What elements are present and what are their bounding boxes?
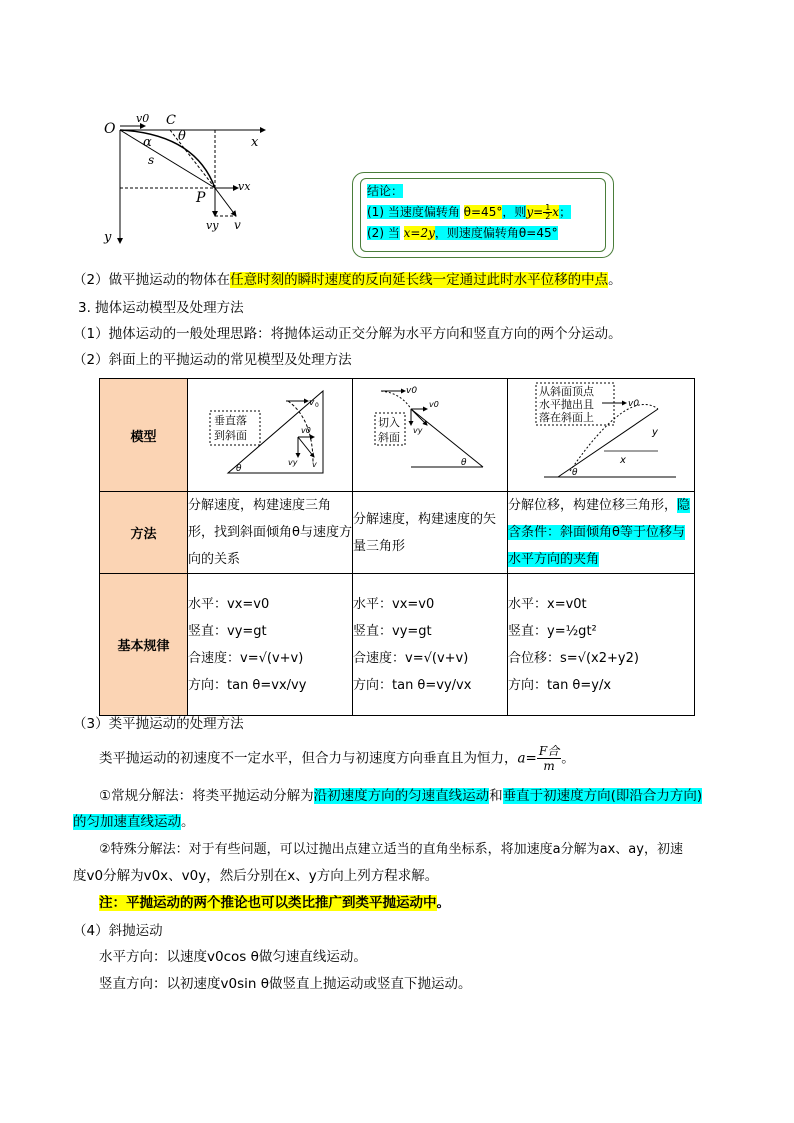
svg-text:v0: v0 — [406, 386, 418, 396]
section-3-title: 3. 抛体运动模型及处理方法 — [78, 300, 244, 316]
svg-text:落在斜面上: 落在斜面上 — [539, 411, 594, 424]
svg-text:v: v — [309, 398, 315, 408]
para-midpoint-inference: （2）做平抛运动的物体在任意时刻的瞬时速度的反向延长线一定通过此时水平位移的中点。 — [73, 272, 622, 288]
model-table — [99, 378, 695, 716]
model-diagram-2 — [353, 379, 507, 487]
item-3-note: 注：平抛运动的两个推论也可以类比推广到类平抛运动中。 — [99, 895, 450, 911]
item-3-para-2a: ①常规分解法：将类平抛运动分解为沿初速度方向的匀速直线运动和垂直于初速度方向(即沿合力方向) — [99, 788, 703, 804]
model-diagram-2-cell — [353, 379, 508, 492]
item-3-para-3b: 度v0分解为v0x、v0y，然后分别在x、y方向上列方程求解。 — [73, 868, 439, 884]
svg-text:θ: θ — [461, 458, 467, 468]
item-2: （2）斜面上的平抛运动的常见模型及处理方法 — [73, 352, 352, 368]
svg-text:x: x — [620, 455, 626, 466]
svg-text:切入: 切入 — [378, 416, 400, 429]
label-alpha: α — [143, 135, 152, 150]
svg-text:v0: v0 — [301, 426, 311, 435]
model-diagram-1-cell — [188, 379, 353, 492]
conclusion-line-2: (2) 当 x=2y，则速度偏转角θ=45° — [367, 226, 558, 240]
label-y: y — [104, 230, 112, 245]
svg-text:水平抛出且: 水平抛出且 — [539, 398, 594, 411]
label-P: P — [196, 190, 206, 206]
item-3-para-3a: ②特殊分解法：对于有些问题，可以过抛出点建立适当的直角坐标系，将加速度a分解为ax、ay，初速 — [99, 842, 683, 857]
label-s: s — [148, 153, 155, 167]
law-3: 水平：x=v0t 竖直：y=½gt² 合位移：s=√(x2+y2) 方向：tan θ=y/x — [508, 574, 695, 716]
item-4-horizontal: 水平方向：以速度v0cos θ做匀速直线运动。 — [99, 949, 367, 965]
model-diagram-3 — [508, 379, 694, 487]
row-header-method: 方法 — [100, 492, 188, 574]
svg-text:v0: v0 — [429, 400, 439, 409]
table-row-method — [100, 492, 695, 574]
svg-text:v: v — [312, 460, 317, 469]
law-2: 水平：vx=v0 竖直：vy=gt 合速度：v=√(v+v) 方向：tan θ=vy/vx — [353, 574, 508, 716]
conclusion-line-1: (1) 当速度偏转角 θ=45°，则y= $\frac{1}{2}$ x； — [367, 203, 572, 221]
label-v0: v0 — [136, 112, 150, 125]
item-4-vertical: 竖直方向：以初速度v0sin θ做竖直上抛运动或竖直下抛运动。 — [99, 976, 472, 992]
row-header-model: 模型 — [100, 379, 188, 492]
row-header-law: 基本规律 — [100, 574, 188, 716]
svg-text:y: y — [652, 427, 658, 438]
label-theta: θ — [178, 129, 186, 144]
item-3-para-1: 类平抛运动的初速度不一定水平，但合力与初速度方向垂直且为恒力，a= $\frac{\text{F合}}{m}$ 。 — [99, 744, 575, 773]
svg-text:v0: v0 — [628, 399, 640, 409]
item-3-para-2b: 的匀加速直线运动。 — [73, 814, 195, 830]
svg-text:vy: vy — [413, 426, 423, 435]
svg-text:0: 0 — [315, 402, 319, 409]
method-1: 分解速度，构建速度三角形，找到斜面倾角θ与速度方向的关系 — [188, 492, 353, 574]
svg-text:斜面: 斜面 — [378, 431, 400, 444]
model-diagram-1 — [188, 379, 352, 487]
table-row-model — [100, 379, 695, 492]
item-1: （1）抛体运动的一般处理思路：将抛体运动正交分解为水平方向和竖直方向的两个分运动。 — [73, 326, 622, 342]
conclusion-box — [352, 172, 614, 258]
label-x: x — [251, 135, 259, 150]
model-diagram-3-cell — [508, 379, 695, 492]
conclusion-title: 结论： — [367, 184, 404, 198]
svg-text:vy: vy — [288, 458, 298, 467]
label-vx: vx — [238, 180, 251, 193]
svg-text:θ: θ — [236, 464, 242, 474]
svg-text:到斜面: 到斜面 — [214, 429, 247, 442]
label-O: O — [104, 121, 116, 137]
table-row-law — [100, 574, 695, 716]
label-vy: vy — [206, 219, 219, 232]
svg-text:垂直落: 垂直落 — [214, 414, 247, 427]
label-C: C — [166, 113, 176, 128]
item-3-title: （3）类平抛运动的处理方法 — [73, 716, 244, 732]
label-v: v — [234, 218, 241, 232]
svg-text:从斜面顶点: 从斜面顶点 — [539, 385, 594, 398]
item-4-title: （4）斜抛运动 — [73, 923, 163, 939]
method-3: 分解位移，构建位移三角形，隐含条件：斜面倾角θ等于位移与水平方向的夹角 — [508, 492, 695, 574]
law-1: 水平：vx=v0 竖直：vy=gt 合速度：v=√(v+v) 方向：tan θ=vx/vy — [188, 574, 353, 716]
method-2: 分解速度，构建速度的矢量三角形 — [353, 492, 508, 574]
projectile-diagram — [100, 108, 280, 248]
svg-text:θ: θ — [572, 468, 578, 478]
